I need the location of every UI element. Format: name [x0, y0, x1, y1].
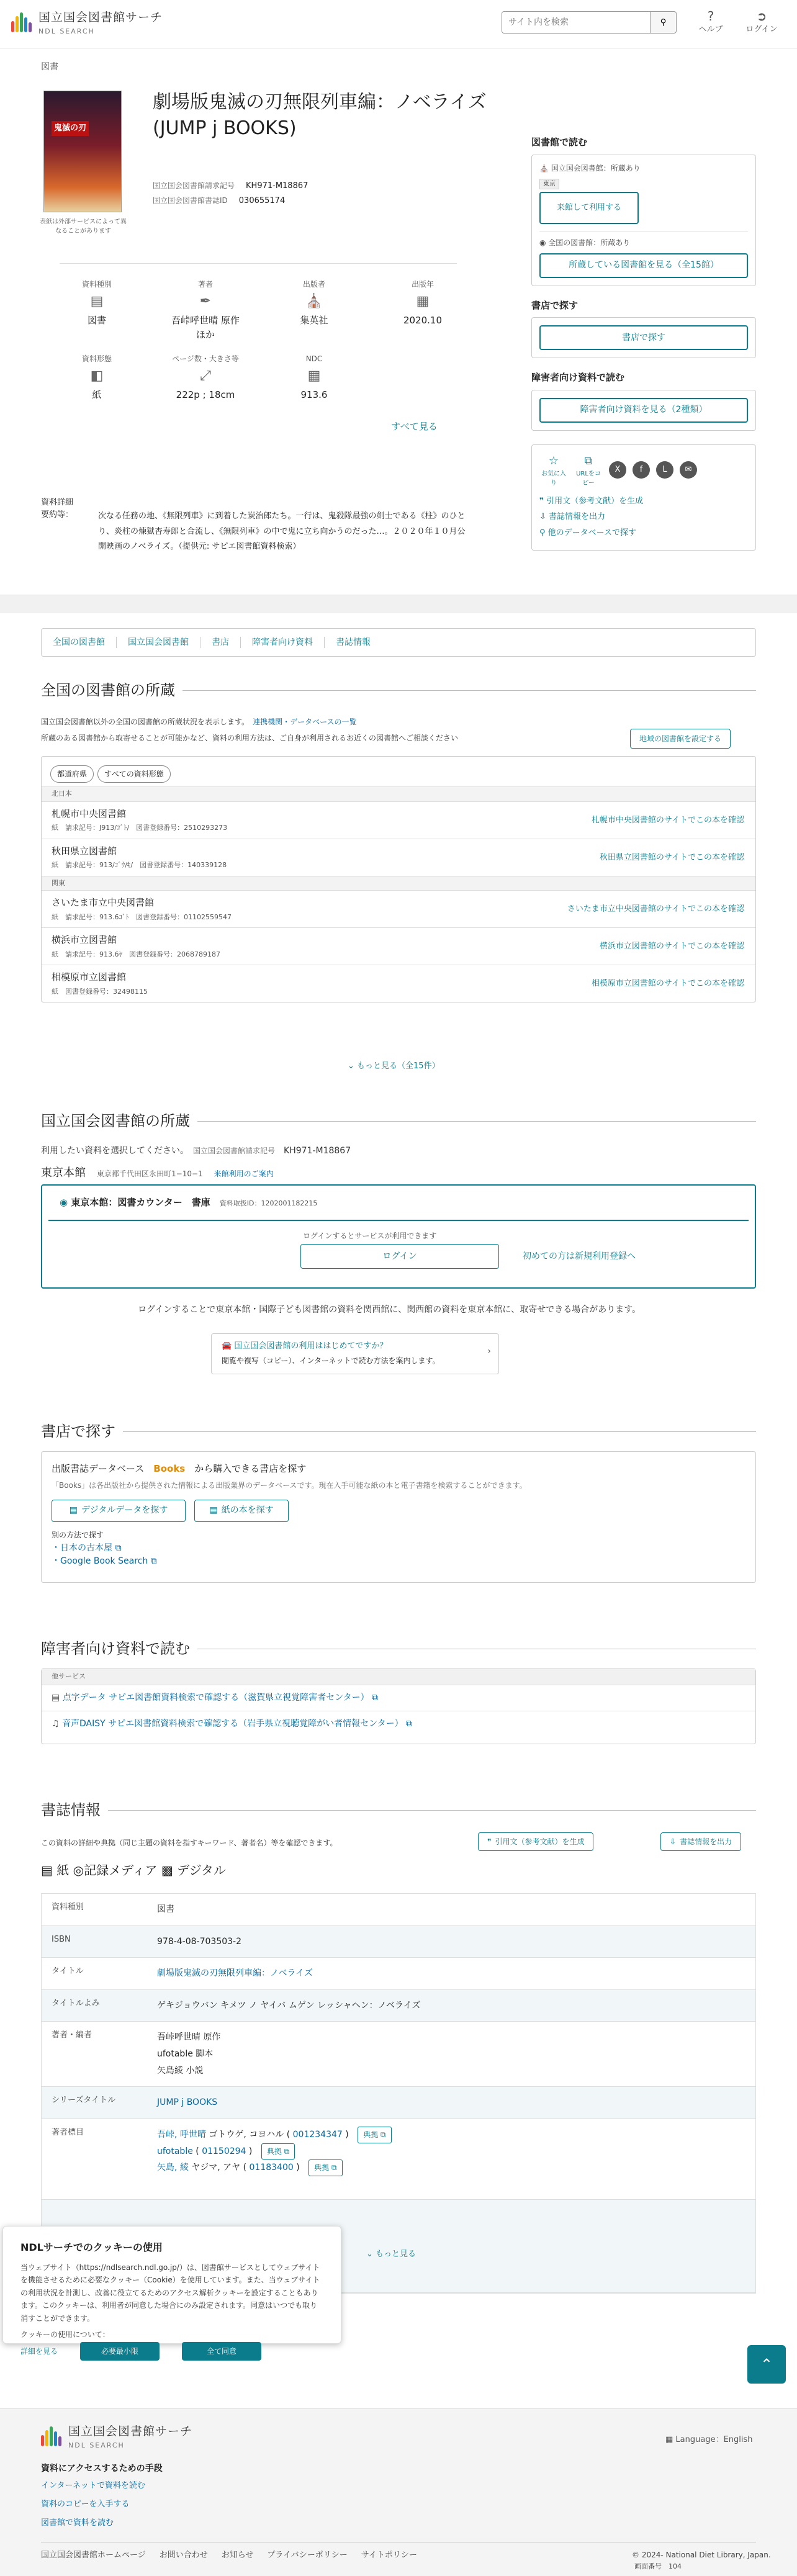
- footer-contact-link[interactable]: お問い合わせ: [159, 2551, 208, 2560]
- login-button[interactable]: [740, 9, 783, 36]
- bib-id-label: 国立国会図書館書誌ID: [153, 196, 228, 205]
- car-icon: 🚘: [222, 1341, 235, 1351]
- ndl-id-value: KH971-M18867: [284, 1146, 351, 1156]
- login-icon: ➲: [756, 9, 767, 24]
- book-cover-image: 鬼滅の刃: [43, 91, 122, 212]
- disability-panel: [41, 1669, 756, 1744]
- library-link[interactable]: さいたま市立中央図書館のサイトでこの本を確認: [567, 904, 744, 914]
- biblio-title: 書誌情報: [41, 1801, 101, 1819]
- authority-button[interactable]: 典拠 ⧉: [261, 2143, 295, 2160]
- all-holding-text: 全国の図書館：所蔵あり: [548, 238, 631, 247]
- table-row: [42, 2022, 755, 2087]
- export-icon: ⇩: [670, 1837, 677, 1846]
- library-link[interactable]: 札幌市中央図書館のサイトでこの本を確認: [591, 815, 744, 825]
- row-key: 資料種別: [52, 1903, 84, 1912]
- fact-label: 出版年: [411, 280, 434, 289]
- google-books-link[interactable]: ・Google Book Search ⧉: [52, 1556, 157, 1566]
- section-divider: [0, 595, 797, 613]
- export-label: 書誌情報を出力: [549, 512, 606, 521]
- all-libraries-button[interactable]: 所蔵している図書館を見る（全15館）: [539, 253, 748, 278]
- read-heading: 図書館で読む: [531, 137, 588, 148]
- disc-icon: ◎: [73, 1863, 84, 1878]
- biblio-more-label: もっと見る: [376, 2249, 417, 2259]
- fact-type: [60, 279, 134, 328]
- facts-grid: [60, 263, 457, 400]
- site-footer: [0, 2408, 797, 2576]
- row-key: 著者標目: [52, 2127, 84, 2137]
- all-holding: [539, 237, 748, 248]
- kosho-link[interactable]: ・日本の古本屋 ⧉: [52, 1542, 122, 1553]
- author-reading: ゴトウゲ, コヨハル: [209, 2129, 284, 2140]
- building-icon: ⛪: [305, 294, 323, 309]
- biblio-export-button[interactable]: [660, 1832, 741, 1851]
- paper-book-label: 紙の本を探す: [221, 1505, 274, 1515]
- author-reading: ヤジマ, アヤ: [191, 2163, 241, 2173]
- footer-link-library[interactable]: 図書館で資料を読む: [41, 2518, 114, 2528]
- table-row: [42, 1894, 755, 1926]
- calendar-icon: ▦: [416, 294, 430, 309]
- biblio-more-link[interactable]: [366, 2248, 416, 2261]
- fact-year: [385, 279, 460, 328]
- other-db-link[interactable]: [539, 527, 748, 539]
- ndl-note: [41, 1145, 351, 1158]
- export-link[interactable]: [539, 511, 748, 523]
- library-meta: 紙 請求記号：J913/ｺﾞﾄ/ 図書登録番号：2510293273: [52, 824, 228, 832]
- cookie-minimum-button[interactable]: 必要最小限: [80, 2342, 160, 2361]
- chevron-right-icon: ›: [487, 1346, 491, 1356]
- authority-entry: ufotable ( 01150294 ) 典拠 ⧉: [157, 2143, 745, 2160]
- logo-title: 国立国会図書館サーチ: [38, 11, 163, 24]
- bib-id: [153, 195, 285, 207]
- access-sidebar: [531, 135, 756, 551]
- row-value: 吾峠呼世晴 原作 ufotable 脚本 矢島綾 小説: [157, 2032, 221, 2076]
- row-value: ゲキジョウバン キメツ ノ ヤイバ ムゲン レッシャヘン：ノベライズ: [157, 2000, 421, 2011]
- breadcrumb: 図書: [41, 62, 58, 72]
- favorite-button[interactable]: [539, 453, 568, 488]
- fact-label: NDC: [305, 354, 323, 363]
- library-name: さいたま市立中央図書館: [52, 897, 155, 908]
- braille-link[interactable]: ▤ 点字データ サピエ図書館資料検索で確認する（滋賀県立視覚障害者センター） ⧉: [52, 1692, 379, 1703]
- back-to-top-button[interactable]: [747, 2345, 786, 2384]
- page-number: [634, 2562, 682, 2572]
- visit-guide-link[interactable]: 来館利用のご案内: [214, 1169, 274, 1178]
- call-number-label: 国立国会図書館請求記号: [153, 181, 235, 190]
- more-libraries-label: もっと見る（全15件）: [357, 1061, 440, 1071]
- nav-all-libraries[interactable]: 全国の図書館: [53, 637, 105, 647]
- login-note: ログインするとサービスが利用できます: [303, 1232, 437, 1240]
- nav-disability[interactable]: 障害者向け資料: [252, 637, 313, 647]
- zenkoku-title: 全国の図書館の所蔵: [41, 682, 175, 699]
- library-meta: 紙 請求記号：913.6ﾔ 図書登録番号：2068789187: [52, 950, 220, 958]
- footer-link-copy[interactable]: 資料のコピーを入手する: [41, 2500, 130, 2509]
- pen-icon: ✒: [199, 294, 212, 309]
- ndl-heading: [41, 1110, 756, 1132]
- store-heading: 書店で探す: [531, 299, 579, 311]
- biblio-heading: [41, 1799, 756, 1821]
- authority-entry: 矢島, 綾 ヤジマ, アヤ ( 01183400 ) 典拠 ⧉: [157, 2159, 745, 2176]
- fact-value: 紙: [92, 389, 102, 400]
- fact-label: ページ数・大きさ等: [172, 354, 239, 363]
- library-row: [42, 927, 755, 965]
- detail-heading: 資料詳細: [41, 498, 74, 507]
- prefecture-filter[interactable]: 都道府県: [50, 765, 94, 783]
- set-region-button[interactable]: 地域の図書館を設定する: [630, 729, 731, 749]
- fact-value: 2020.10: [403, 315, 443, 326]
- footer-site-policy-link[interactable]: サイトポリシー: [361, 2551, 417, 2560]
- nav-ndl[interactable]: 国立国会図書館: [128, 637, 189, 647]
- visit-button[interactable]: 来館して利用する: [539, 192, 639, 224]
- help-label: ヘルプ: [698, 25, 723, 34]
- more-libraries-link[interactable]: [348, 1060, 440, 1073]
- login-label: ログイン: [745, 25, 778, 34]
- ndl-id-label: 国立国会図書館請求記号: [193, 1146, 276, 1155]
- nav-biblio[interactable]: 書誌情報: [336, 637, 371, 647]
- library-meta: 紙 請求記号：913.6ｺﾞﾄ 図書登録番号：01102559547: [52, 912, 232, 921]
- ndl-note-text: 利用したい資料を選択してください。: [41, 1146, 184, 1156]
- call-number: [153, 180, 308, 192]
- digital-icon: ▤: [69, 1505, 78, 1515]
- row-value: 978-4-08-703503-2: [157, 1936, 242, 1947]
- books-heading-post: から購入できる書店を探す: [194, 1463, 307, 1474]
- fact-author: [168, 279, 243, 341]
- series-link[interactable]: JUMP j BOOKS: [157, 2097, 218, 2108]
- zenkoku-heading: [41, 679, 756, 701]
- biblio-cite-label: 引用文（参考文献）を生成: [495, 1837, 585, 1846]
- row-key: シリーズタイトル: [52, 2096, 116, 2105]
- zenkoku-note1: [41, 716, 356, 727]
- disability-box: [531, 390, 756, 431]
- quote-icon: ❞: [539, 496, 547, 506]
- ndl-holding-text: 国立国会図書館：所蔵あり: [551, 163, 641, 173]
- book-title: 劇場版鬼滅の刃無限列車編：ノベライズ (JUMP j BOOKS): [153, 91, 487, 139]
- store-section-heading: [41, 1420, 756, 1443]
- cover-note: 表紙は外部サービスによって異なることがあります: [40, 218, 127, 235]
- fact-value: 222p ; 18cm: [176, 389, 235, 400]
- book-summary: [0, 48, 797, 595]
- author-id-link[interactable]: 01150294: [202, 2146, 246, 2156]
- media-paper: 紙: [56, 1863, 70, 1878]
- biblio-cite-button[interactable]: [478, 1832, 593, 1851]
- author-id-link[interactable]: 01183400: [249, 2163, 294, 2173]
- fact-value: 図書: [87, 315, 106, 326]
- fact-ndc: [277, 353, 351, 402]
- other-service-tag: 他サービス: [42, 1669, 755, 1685]
- main-content: [0, 613, 797, 2475]
- other-methods-label: 別の方法で探す: [52, 1530, 104, 1539]
- page-number-label: 画面番号: [634, 2562, 662, 2570]
- summary-text: 次なる任務の地、《無限列車》に到着した炭治郎たち。一行は、鬼殺隊最強の剣士である《柱》のひとり、炎柱の煉獄杏寿郎と合流し、《無限列車》の中で鬼に立ち向かうのだった…。２０２０年１０月公開映画のノベライズ。（提供元: サピエ図書館資料検索）: [98, 511, 466, 552]
- ndl-title: 国立国会図書館の所蔵: [41, 1112, 190, 1130]
- first-time-card[interactable]: [211, 1333, 499, 1374]
- title-link[interactable]: 劇場版鬼滅の刃無限列車編：ノベライズ: [157, 1968, 313, 1979]
- fact-label: 出版者: [302, 280, 325, 289]
- row-key: 著者・編者: [52, 2030, 92, 2040]
- see-all-link[interactable]: すべて見る: [391, 421, 438, 432]
- table-row: [42, 2119, 755, 2200]
- fact-pages: [168, 353, 243, 402]
- footer-heading: 資料にアクセスするための手段: [41, 2464, 163, 2474]
- paper-book-button[interactable]: [194, 1500, 289, 1522]
- search-icon: ⚲: [539, 528, 548, 538]
- logo-mark-icon: [11, 12, 32, 34]
- footer-ndl-home-link[interactable]: 国立国会図書館ホームページ: [41, 2551, 146, 2560]
- library-row: [42, 890, 755, 927]
- help-button[interactable]: [689, 9, 732, 36]
- book-icon: ▤: [90, 294, 104, 309]
- chevron-down-icon: ⌄: [366, 2249, 376, 2259]
- branch-address: 東京都千代田区永田町1−10−1: [97, 1169, 203, 1178]
- cookie-banner: [2, 2226, 341, 2356]
- authority-entry: 吾峠, 呼世晴 ゴトウゲ, コヨハル ( 001234347 ) 典拠 ⧉: [157, 2127, 745, 2143]
- mail-share-icon[interactable]: ✉: [680, 461, 697, 479]
- copy-icon: ⧉: [584, 454, 593, 467]
- row-key: タイトル: [52, 1966, 84, 1976]
- chevron-up-icon: ⌃: [760, 2356, 773, 2373]
- kansai-note: ログインすることで東京本館・国際子ども図書館の資料を関西館に、関西館の資料を東京本館に、取寄せできる場合があります。: [138, 1305, 641, 1315]
- footer-privacy-link[interactable]: プライバシーポリシー: [267, 2551, 348, 2560]
- digital-data-button[interactable]: [52, 1500, 186, 1522]
- daisy-label: 音声DAISY サピエ図書館資料検索で確認する（岩手県立視聴覚障がい者情報センター）: [62, 1718, 403, 1729]
- region-header: 北日本: [42, 786, 755, 801]
- authority-button[interactable]: 典拠 ⧉: [358, 2127, 391, 2143]
- books-heading: [52, 1462, 745, 1476]
- fact-label: 資料形態: [81, 354, 112, 363]
- store-box: [531, 317, 756, 358]
- cookie-text: 当ウェブサイト（https://ndlsearch.ndl.go.jp/）は、図書館サービスとしてウェブサイトを機能させるために必要なクッキー（Cookie）を使用しています。また、当ウェブサイトの利用状況を計測し、改善に役立てるためのアクセス解析クッキーを設定することもあります。このクッキーは、利用者が同意した場合にのみ設定されます。同意はいつでも取り消すことができます。: [20, 2263, 320, 2323]
- search-button[interactable]: [651, 11, 677, 34]
- row-key: タイトルよみ: [52, 1998, 100, 2008]
- search-box: [502, 11, 677, 34]
- book-icon: ▤: [209, 1505, 218, 1515]
- ndl-login-button[interactable]: ログイン: [300, 1244, 499, 1269]
- favorite-label: お気に入り: [541, 470, 566, 487]
- fact-value: 913.6: [300, 389, 328, 400]
- ndl-item-id: 資料取扱ID：1202001182215: [219, 1199, 318, 1207]
- authority-list: [147, 2119, 755, 2199]
- library-row: [42, 801, 755, 839]
- disability-button[interactable]: 障害者向け資料を見る（2種類）: [539, 398, 748, 423]
- store-button[interactable]: 書店で探す: [539, 325, 748, 350]
- tools-box: [531, 444, 756, 551]
- audio-icon: ♫: [52, 1718, 63, 1729]
- x-share-icon[interactable]: X: [609, 461, 626, 479]
- copy-url-button[interactable]: [574, 453, 603, 488]
- chevron-down-icon: ⌄: [348, 1061, 358, 1071]
- branch-row: [41, 1164, 274, 1181]
- library-meta: 紙 図書登録番号：32498115: [52, 987, 148, 996]
- library-link[interactable]: 横浜市立図書館のサイトでこの本を確認: [599, 942, 744, 951]
- region-header: 関東: [42, 876, 755, 891]
- fact-label: 著者: [197, 280, 213, 289]
- table-row: [42, 1990, 755, 2022]
- media-record: 記録メディア: [84, 1863, 158, 1878]
- first-time-title-text: 国立国会図書館の利用ははじめてですか？: [234, 1341, 388, 1351]
- tokyo-tag: 東京: [539, 179, 559, 189]
- fact-publisher: [277, 279, 351, 328]
- first-time-title: [222, 1340, 489, 1353]
- search-input[interactable]: [502, 11, 651, 34]
- detail-body: [41, 509, 519, 555]
- braille-label: 点字データ サピエ図書館資料検索で確認する（滋賀県立視覚障害者センター）: [62, 1692, 369, 1703]
- ruler-icon: ⤢: [200, 368, 211, 384]
- logo-subtitle: NDL SEARCH: [38, 27, 95, 35]
- copy-url-label: URLをコピー: [576, 470, 601, 487]
- books-heading-pre: 出版書誌データベース: [52, 1463, 145, 1474]
- author-link[interactable]: 矢島, 綾: [157, 2163, 189, 2173]
- footer-logo[interactable]: [41, 2423, 192, 2451]
- footer-bottom-links: [41, 2549, 417, 2562]
- table-row: [42, 1926, 755, 1958]
- fact-value: 集英社: [300, 315, 328, 326]
- library-link[interactable]: 秋田県立図書館のサイトでこの本を確認: [599, 852, 744, 862]
- ndl-holding: [539, 163, 748, 174]
- media-digital: デジタル: [177, 1863, 226, 1878]
- section-nav: [41, 628, 756, 657]
- fact-form: [60, 353, 134, 402]
- table-row: [42, 2087, 755, 2119]
- row-value: 図書: [157, 1904, 174, 1914]
- nav-store[interactable]: 書店: [212, 637, 229, 647]
- authority-label: 典拠: [363, 2130, 379, 2139]
- cookie-detail-link[interactable]: 詳細を見る: [20, 2347, 58, 2356]
- store-panel: [41, 1451, 756, 1583]
- library-name: 札幌市中央図書館: [52, 808, 127, 819]
- biblio-export-label: 書誌情報を出力: [680, 1837, 732, 1846]
- authority-label: 典拠: [314, 2163, 330, 2173]
- register-link[interactable]: 初めての方は新規利用登録へ: [523, 1251, 636, 1261]
- library-row: [42, 839, 755, 876]
- library-list: [41, 756, 756, 1002]
- footer-logo-subtitle: NDL SEARCH: [68, 2441, 125, 2449]
- first-time-subtitle: 閲覧や複写（コピー）、インターネットで読む方法を案内します。: [222, 1356, 440, 1365]
- paper-icon: ◧: [90, 368, 104, 384]
- zenkoku-note1-text: 国立国会図書館以外の全国の図書館の所蔵状況を表示します。: [41, 718, 246, 726]
- call-number-value: KH971-M18867: [246, 181, 308, 191]
- holding-box: [531, 155, 756, 286]
- cite-label: 引用文（参考文献）を生成: [546, 496, 644, 506]
- summary-key: 要約等：: [41, 510, 74, 520]
- cookie-question: クッキーの使用について：: [20, 2330, 110, 2339]
- page-number-value: 104: [669, 2562, 682, 2570]
- other-db-label: 他のデータベースで探す: [547, 528, 637, 538]
- library-link[interactable]: 相模原市立図書館のサイトでこの本を確認: [591, 979, 744, 988]
- grid-icon: ▦: [307, 368, 321, 384]
- biblio-note: この資料の詳細や典拠（同じ主題の資料を指すキーワード、著者名）等を確認できます。: [41, 1839, 338, 1847]
- row-key: ISBN: [52, 1934, 71, 1944]
- bib-id-value: 030655174: [238, 196, 286, 205]
- branch-name: 東京本館: [41, 1166, 86, 1179]
- library-name: 秋田県立図書館: [52, 845, 117, 857]
- books-note: 「Books」は各出版社から提供された情報による出版業界のデータベースです。現在入手可能な紙の本と電子書籍を検索することができます。: [52, 1480, 527, 1490]
- authority-label: 典拠: [266, 2146, 282, 2156]
- quote-icon: ❞: [487, 1837, 492, 1846]
- logo-mark-icon: [41, 2426, 62, 2448]
- author-id-link[interactable]: 001234347: [292, 2129, 343, 2140]
- site-header: [0, 0, 797, 48]
- fact-value: 吾峠呼世晴 原作ほか: [171, 315, 240, 340]
- library-meta: 紙 請求記号：913/ｺﾞｳ/ｷ/ 図書登録番号：140339128: [52, 861, 227, 869]
- language-icon: ▦: [665, 2435, 676, 2444]
- share-row: [539, 453, 748, 488]
- disability-heading: 障害者向け資料で読む: [531, 372, 625, 383]
- language-label: Language：English: [675, 2435, 753, 2444]
- search-icon: ⚲: [660, 17, 667, 27]
- export-icon: ⇩: [539, 512, 549, 521]
- line-share-icon[interactable]: L: [656, 461, 673, 479]
- facebook-share-icon[interactable]: f: [633, 461, 650, 479]
- author-link[interactable]: ufotable: [157, 2146, 193, 2156]
- partner-list-link[interactable]: 連携機関・データベースの一覧: [253, 718, 357, 726]
- cookie-accept-all-button[interactable]: 全て同意: [182, 2342, 261, 2361]
- table-row: [42, 1958, 755, 1990]
- cite-link[interactable]: [539, 495, 748, 508]
- language-switch[interactable]: [665, 2434, 753, 2446]
- digital-icon: ▩: [161, 1863, 173, 1878]
- footer-news-link[interactable]: お知らせ: [221, 2551, 254, 2560]
- ndl-item-panel: [41, 1184, 756, 1289]
- ndl-item-label: 東京本館：図書カウンター 書庫: [71, 1197, 210, 1208]
- ndl-item-row[interactable]: [48, 1186, 749, 1221]
- authority-button[interactable]: 典拠 ⧉: [308, 2159, 342, 2176]
- books-logo: Books: [153, 1463, 186, 1474]
- form-filter[interactable]: すべての資料形態: [97, 765, 171, 783]
- library-icon: ⛪: [539, 163, 551, 173]
- library-name: 横浜市立図書館: [52, 934, 117, 945]
- disability-section-title: 障害者向け資料で読む: [41, 1640, 190, 1657]
- footer-link-read-online[interactable]: インターネットで資料を読む: [41, 2481, 145, 2490]
- fact-label: 資料種別: [81, 280, 112, 289]
- star-icon: ☆: [548, 454, 559, 467]
- copyright: © 2024- National Diet Library, Japan.: [632, 2551, 771, 2559]
- cookie-title: NDLサーチでのクッキーの使用: [20, 2241, 163, 2253]
- zenkoku-note2: 所蔵のある図書館から取寄せることが可能かなど、資料の利用方法は、ご自身が利用されるお近くの図書館へご相談ください: [41, 734, 459, 742]
- radio-selected-icon: ◉: [60, 1197, 71, 1208]
- media-icons: [41, 1861, 226, 1880]
- daisy-link[interactable]: ♫ 音声DAISY サピエ図書館資料検索で確認する（岩手県立視聴覚障がい者情報センター） ⧉: [52, 1718, 413, 1729]
- author-link[interactable]: 吾峠, 呼世晴: [157, 2129, 206, 2140]
- site-logo[interactable]: [11, 9, 163, 37]
- braille-icon: ▤: [52, 1692, 63, 1703]
- disability-section-heading: [41, 1637, 756, 1660]
- library-name: 相模原市立図書館: [52, 971, 127, 983]
- book-icon: ▤: [41, 1863, 53, 1878]
- store-section-title: 書店で探す: [41, 1423, 115, 1440]
- kosho-label: 日本の古本屋: [60, 1542, 112, 1553]
- digital-data-label: デジタルデータを探す: [81, 1505, 168, 1515]
- library-icon: ◉: [539, 238, 549, 247]
- library-row: [42, 965, 755, 1002]
- help-icon: ?: [707, 9, 714, 24]
- footer-logo-title: 国立国会図書館サーチ: [68, 2425, 193, 2438]
- google-books-label: Google Book Search: [60, 1556, 148, 1566]
